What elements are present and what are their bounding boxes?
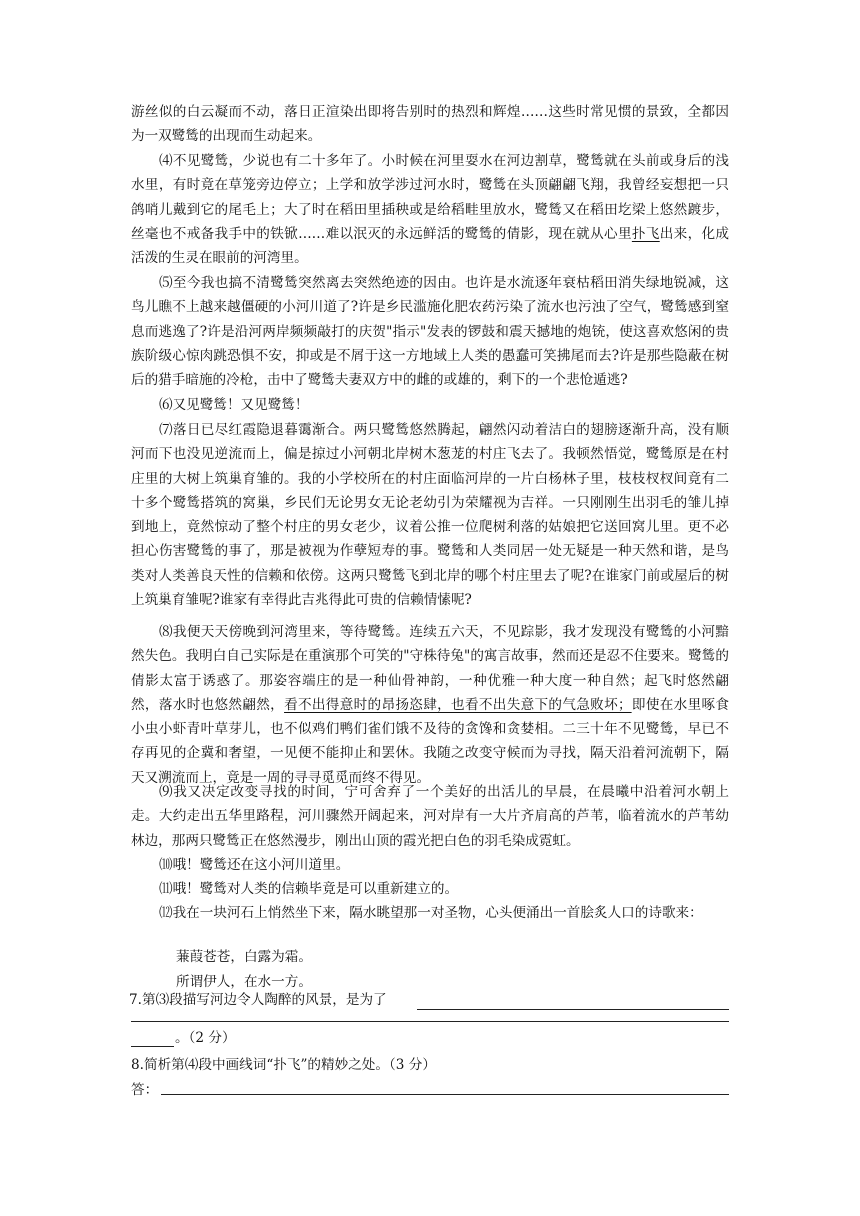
answer-label: 答：	[131, 1082, 159, 1098]
paragraph-9: ⑼我又决定改变寻找的时间，宁可舍弃了一个美好的出活儿的早晨，在晨曦中沿着河水朝上走。大约走出五华里路程，河川骤然开阔起来，河对岸有一大片齐肩高的芦苇，临着流水的芦苇幼林边，那两只鹭鸶正在悠然漫步，刚出山顶的霞光把白色的羽毛染成霓虹。	[131, 784, 729, 849]
paragraph-3-continued: 游丝似的白云凝而不动，落日正渲染出即将告别时的热烈和辉煌……这些时常见惯的景致，全都因为一双鹭鸶的出现而生动起来。	[131, 104, 729, 145]
underlined-word-pufei: 扑飞	[631, 225, 660, 242]
paragraph-4-text-a: ⑷不见鹭鸶，少说也有二十多年了。小时候在河里耍水在河边割草，鹭鸶就在头前或身后的浅水里，有时竟在草笼旁边停立；上学和放学涉过河水时，鹭鸶在头顶翩翩飞翔，我曾经妄想把一只鸽哨儿戴到它的尾毛上；大了时在稻田里插秧或是给稻畦里放水，鹭鸶又在稻田圪梁上悠然踱步，丝毫也不戒备我手中的铁锨……难以泯灭的永远鲜活的鹭鸶的倩影，现在就从心里	[131, 153, 729, 242]
paragraph-4-text-b: 出来，化成活泼的生灵在眼前的河湾里。	[131, 225, 730, 267]
paragraph-7: ⑺落日已尽红霞隐退暮霭渐合。两只鹭鸶悠然腾起，翩然闪动着洁白的翅膀逐渐升高，没有顺河而下也没见逆流而上，偏是掠过小河朝北岸树木葱茏的村庄飞去了。我顿然悟觉，鹭鸶原是在村庄里的大树上筑巢育雏的。我的小学校所在的村庄面临河岸的一片白杨林子里，枝枝杈杈间竟有二十多个鹭鸶搭筑的窝巢，乡民们无论男女无论老幼引为荣耀视为吉祥。一只刚刚生出羽毛的雏儿掉到地上，竟然惊动了整个村庄的男女老少，议着公推一位爬树利落的姑娘把它送回窝儿里。更不必担心伤害鹭鸶的事了，那是被视为作孽短寿的事。鹭鸶和人类同居一处无疑是一种天然和谐，是鸟类对人类善良天性的信赖和依傍。这两只鹭鸶飞到北岸的哪个村庄里去了呢?在谁家门前或屋后的树上筑巢育雏呢?谁家有幸得此吉兆得此可贵的信赖情愫呢?	[131, 422, 729, 609]
question-7-points: 。（2 分）	[175, 1030, 236, 1046]
paragraph-10: ⑽哦！鹭鸶还在这小河川道里。	[159, 857, 350, 873]
poem-line-2: 所谓伊人，在水一方。	[176, 974, 312, 990]
paragraph-5: ⑸至今我也搞不清鹭鸶突然离去突然绝迹的因由。也许是水流逐年衰枯稻田消失绿地锐减，这鸟儿瞧不上越来越僵硬的小河川道了?许是乡民滥施化肥农药污染了流水也污浊了空气，鹭鸶感到窒息而逃逸了?许是沿河两岸频频敲打的庆贺"指示"发表的锣鼓和震天撼地的炮铳，使这喜欢悠闲的贵族阶级心惊肉跳恐惧不安，抑或是不屑于这一方地域上人类的愚蠢可笑拂尾而去?许是那些隐蔽在树后的猎手暗施的冷枪，击中了鹭鸶夫妻双方中的雌的或雄的，剩下的一个悲怆遁逃?	[131, 275, 729, 389]
answer-line-q8[interactable]	[161, 1094, 729, 1095]
poem-line-1: 蒹葭苍苍，白露为霜。	[176, 949, 312, 965]
answer-line-q7-c[interactable]	[131, 1046, 174, 1047]
paragraph-4	[131, 149, 729, 270]
paragraph-8-text-a: ⑻我便天天傍晚到河湾里来，等待鹭鸶。连续五六天，不见踪影，我才发现没有鹭鸶的小河黯然失色。我明白自己实际是在重演那个可笑的"守株待兔"的寓言故事，然而还是忍不住要来。鹭鸶的倩影太富于诱惑了。那姿容端庄的是一种仙骨神韵，一种优雅一种大度一种自然；起飞时悠然翩然，落水时也悠然翩然，	[131, 624, 729, 713]
question-7: 7.第⑶段描写河边令人陶醉的风景，是为了	[129, 992, 387, 1008]
paragraph-8	[131, 620, 729, 790]
question-8: 8.简析第⑷段中画线词“扑飞”的精妙之处。（3 分）	[131, 1057, 436, 1073]
answer-line-q7-b[interactable]	[131, 1021, 729, 1022]
underlined-sentence: 看不出得意时的昂扬恣肆，也看不出失意下的气急败坏；	[284, 696, 632, 713]
answer-line-q7-a[interactable]	[417, 1009, 729, 1010]
paragraph-11: ⑾哦！鹭鸶对人类的信赖毕竟是可以重新建立的。	[159, 881, 459, 897]
paragraph-12: ⑿我在一块河石上悄然坐下来，隔水眺望那一对圣物，心头便涌出一首脍炙人口的诗歌来：	[159, 905, 703, 921]
paragraph-8-text-b: 即使在水里啄食小虫小虾青叶草芽儿，也不似鸡们鸭们雀们饿不及待的贪馋和贪婪相。二三十年不见鹭鸶，早已不存再见的企冀和奢望，一见便不能抑止和罢休。我随之改变守候而为寻找，隔天沿着河流朝下，隔天又溯流而上，竟是一周的寻寻觅觅而终不得见。	[131, 696, 730, 786]
paragraph-6: ⑹又见鹭鸶！又见鹭鸶！	[159, 397, 309, 413]
